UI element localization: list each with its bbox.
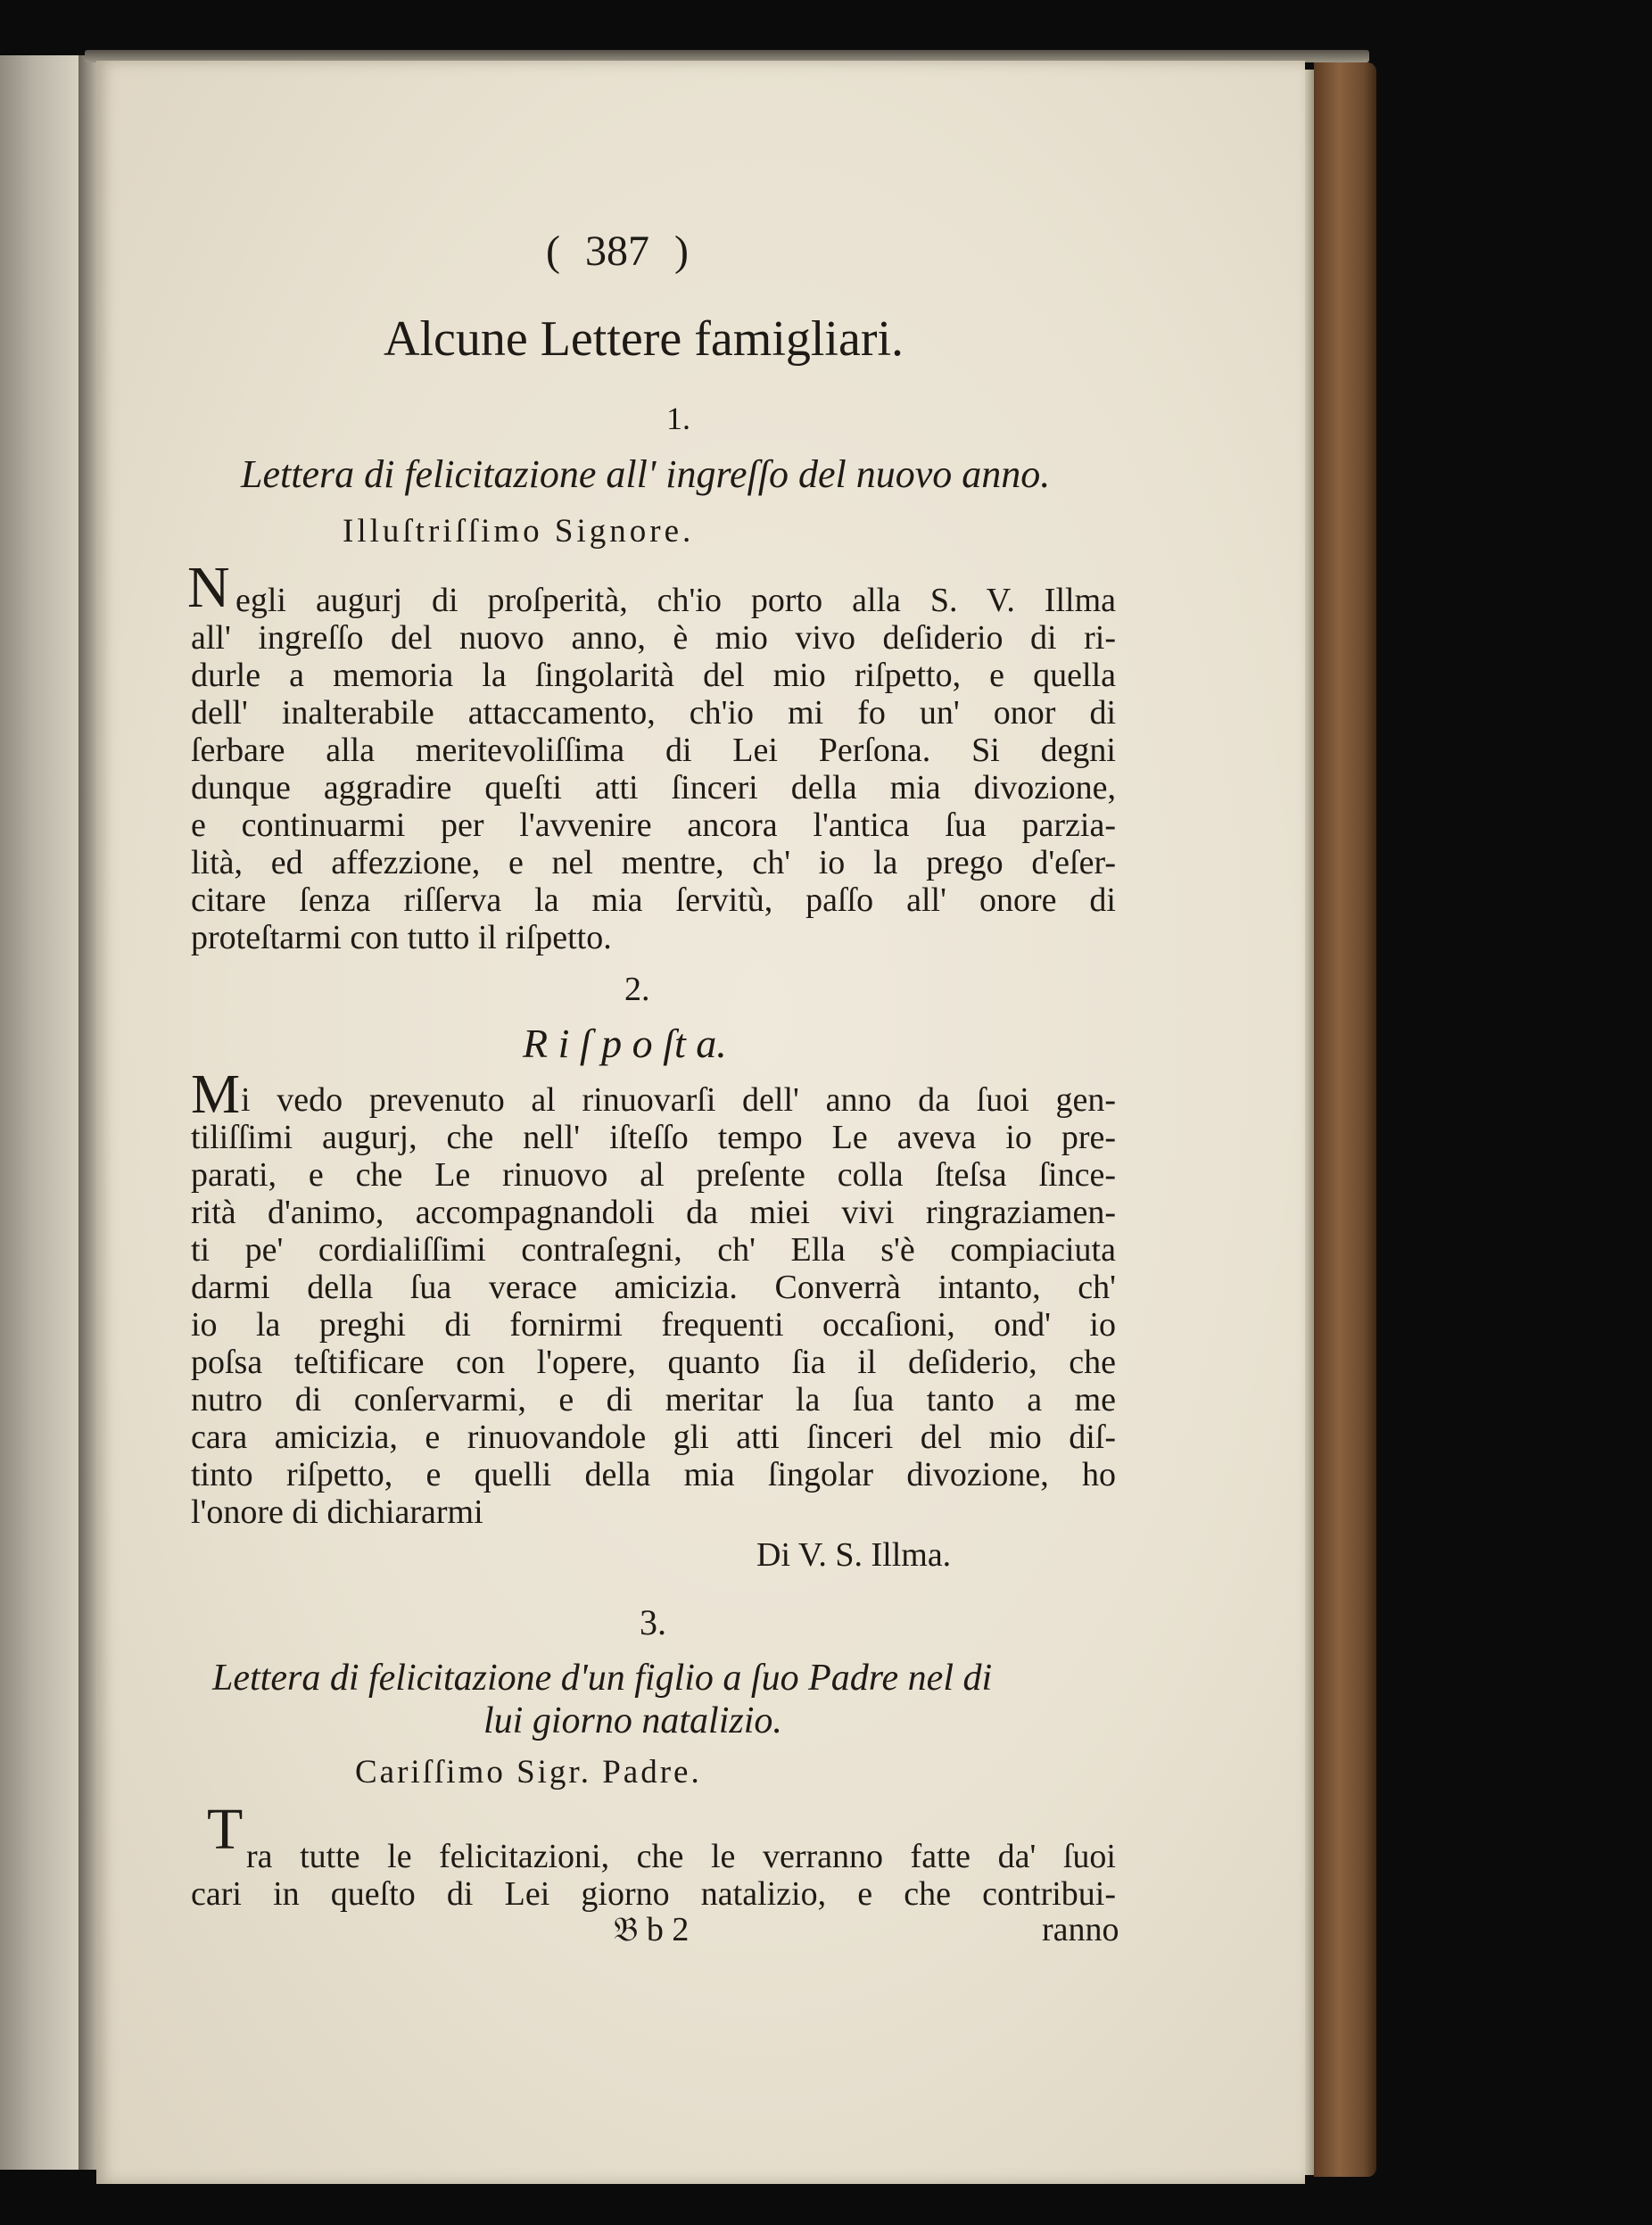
- letter-2-body: [191, 1064, 1116, 1531]
- facing-page-edge: [0, 55, 80, 2170]
- letter-1-line: dell' inalterabile attaccamento, ch'io mi fo un' onor di: [191, 694, 1116, 732]
- letter-2-line: poſsa teſtificare con l'opere, quanto ſia il deſiderio, che: [191, 1344, 1116, 1381]
- letter-2-line: tinto riſpetto, e quelli della mia ſingolar divozione, ho: [191, 1456, 1116, 1493]
- letter-2-line: io la preghi di fornirmi frequenti occaſioni, ond' io: [191, 1306, 1116, 1344]
- letter-2-line: darmi della ſua verace amicizia. Converrà intanto, ch': [191, 1269, 1116, 1306]
- letter-1-line: durle a memoria la ſingolarità del mio riſpetto, e quella: [191, 657, 1116, 694]
- letter-2-line: parati, e che Le rinuovo al preſente colla ſteſsa ſince-: [191, 1156, 1116, 1194]
- letter-3-title: Lettera di felicitazione d'un figlio a ſuo Padre nel di: [212, 1658, 993, 1699]
- page-number: ( 387 ): [546, 227, 689, 275]
- letter-3-body: [191, 1797, 1116, 1913]
- letter-2-line: rità d'animo, accompagnandoli da miei vivi ringraziamen-: [191, 1194, 1116, 1231]
- book-gutter: [78, 55, 98, 2170]
- letter-1-line: citare ſenza riſſerva la mia ſervitù, paſſo all' onore di: [191, 881, 1116, 919]
- letter-3-salutation: Cariſſimo Sigr. Padre.: [355, 1754, 702, 1791]
- page-title: Alcune Lettere famigliari.: [384, 311, 904, 367]
- book-cover-edge: [1314, 62, 1376, 2177]
- letter-2-line: cara amicizia, e rinuovandole gli atti ſinceri del mio diſ-: [191, 1419, 1116, 1456]
- catchword: ranno: [1042, 1911, 1119, 1948]
- letter-1-line: egli augurj di proſperità, ch'io porto alla S. V. Illma: [235, 582, 1116, 619]
- letter-1-number: 1.: [666, 401, 690, 436]
- letter-1-dropcap: N: [187, 555, 230, 620]
- letter-2-line: nutro di conſervarmi, e di meritar la ſua tanto a me: [191, 1381, 1116, 1419]
- letter-2-line: tiliſſimi augurj, che nell' iſteſſo tempo Le aveva io pre-: [191, 1119, 1116, 1156]
- letter-2-closing: Di V. S. Illma.: [756, 1536, 952, 1574]
- letter-2-dropcap: M: [191, 1064, 241, 1125]
- letter-1-line: lità, ed affezzione, e nel mentre, ch' io la prego d'eſer-: [191, 844, 1116, 881]
- letter-3-dropcap: T: [207, 1797, 244, 1862]
- signature-mark: 𝔅 b 2: [614, 1911, 690, 1948]
- letter-1-title: Lettera di felicitazione all' ingreſſo del nuovo anno.: [241, 452, 1051, 496]
- letter-1-line: all' ingreſſo del nuovo anno, è mio vivo deſiderio di ri-: [191, 619, 1116, 657]
- letter-2-line: ti pe' cordialiſſimi contraſegni, ch' Ella s'è compiaciuta: [191, 1231, 1116, 1269]
- letter-3-number: 3.: [640, 1602, 666, 1642]
- page-fore-edge: [1305, 70, 1314, 2175]
- letter-2-number: 2.: [624, 971, 650, 1008]
- letter-3-title-cont: lui giorno natalizio.: [483, 1700, 782, 1741]
- letter-2-line: l'onore di dichiararmi: [191, 1493, 483, 1531]
- letter-3-line: cari in queſto di Lei giorno natalizio, e che contribui-: [191, 1875, 1116, 1913]
- letter-2-title: R i ſ p o ſt a.: [523, 1021, 727, 1066]
- letter-1-salutation: Illuſtriſſimo Signore.: [343, 513, 695, 550]
- letter-2-line: i vedo prevenuto al rinuovarſi dell' anno da ſuoi gen-: [241, 1081, 1116, 1119]
- letter-3-line: ra tutte le felicitazioni, che le verranno fatte da' ſuoi: [246, 1838, 1116, 1875]
- letter-1-line: ſerbare alla meritevoliſſima di Lei Perſona. Si degni: [191, 732, 1116, 769]
- letter-1-body: [187, 555, 1116, 956]
- letter-1-line: dunque aggradire queſti atti ſinceri della mia divozione,: [191, 769, 1116, 806]
- letter-1-line: proteſtarmi con tutto il riſpetto.: [191, 919, 612, 956]
- letter-1-line: e continuarmi per l'avvenire ancora l'antica ſua parzia-: [191, 806, 1116, 844]
